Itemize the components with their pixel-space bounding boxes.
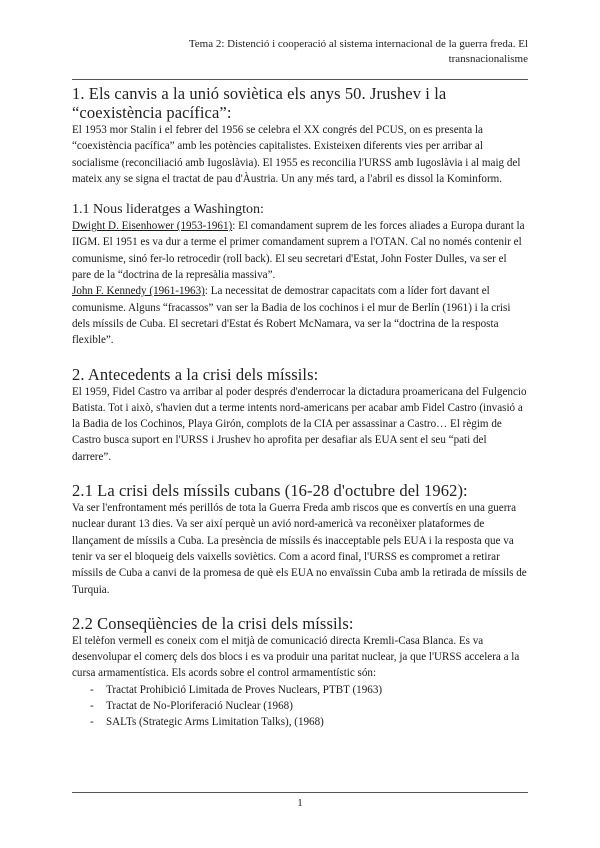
- section-1-body: El 1953 mor Stalin i el febrer del 1956 se celebra el XX congrés del PCUS, on es presenta la “coexistència pacífica” amb les potències capitalistes. Existeixen diferents vies per arribar al socialisme (reconciliació amb Iugoslàvia). El 1955 es reconcilia l'URSS amb Iugoslàvia i al maig del mateix any se signa el tractat de pau d'Àustria. Un any més tard, a l'abril es dissol la Kominform.: [72, 124, 521, 185]
- spacer: [72, 187, 528, 201]
- section-2-2-body: El telèfon vermell es coneix com el mitjà de comunicació directa Kremli-Casa Blanca. Es va desenvolupar el comerç dels dos blocs i es va produir una paritat nuclear, ja que l'URSS accelera a la cursa armamentística. Els acords sobre el control armamentístic són:: [72, 634, 520, 680]
- section-1-heading: 1. Els canvis a la unió soviètica els anys 50. Jrushev i la “coexistència pacífica”:: [72, 84, 447, 122]
- footer-divider: [72, 792, 528, 793]
- eisenhower-text: : El comandament suprem de les forces aliades a Europa durant la IIGM. El 1951 es va dur a terme el primer comandament suprem a l'OTAN. Cal no només contenir el comunisme, sinó fer-lo retrocedir (roll back). El seu secretari d'Estat, John Foster Dulles, va ser el pare de la “doctrina de la represàlia massiva”.: [72, 220, 525, 282]
- section-2-1-heading: 2.1 La crisi dels míssils cubans (16-28 d'octubre del 1962):: [72, 481, 468, 501]
- section-2-heading: 2. Antecedents a la crisi dels míssils:: [72, 364, 319, 384]
- header-divider: [72, 79, 528, 80]
- section-1-1-heading: 1.1 Nous lideratges a Washington:: [72, 202, 264, 218]
- list-item: - Tractat Prohibició Limitada de Proves Nuclears, PTBT (1963): [90, 682, 528, 698]
- dash-marker: -: [90, 683, 94, 696]
- kennedy-link: John F. Kennedy (1961-1963): [72, 285, 205, 298]
- eisenhower-paragraph: [72, 218, 528, 283]
- spacer: [72, 598, 528, 614]
- list-item: - Tractat de No-Ploriferació Nuclear (1968): [90, 698, 528, 714]
- arms-treaties-list: [72, 682, 528, 731]
- kennedy-text: : La necessitat de demostrar capacitats com a líder fort davant el comunisme. Alguns “fracassos” van ser la Badia de los cochinos i el mur de Berlín (1961) i la crisi dels míssils de Cuba. El secretari d'Estat és Robert McNamara, va ser la “doctrina de la resposta flexible”.: [72, 285, 511, 347]
- running-header: Tema 2: Distenció i cooperació al sistema internacional de la guerra freda. El transnacionalisme: [188, 38, 528, 65]
- list-item: - SALTs (Strategic Arms Limitation Talks), (1968): [90, 714, 528, 730]
- page-body: [72, 84, 528, 731]
- eisenhower-link: Dwight D. Eisenhower (1953-1961): [72, 220, 233, 233]
- spacer: [72, 465, 528, 481]
- dash-marker: -: [90, 716, 94, 729]
- dash-marker: -: [90, 700, 94, 713]
- spacer: [72, 349, 528, 365]
- kennedy-paragraph: [72, 283, 528, 348]
- page-number: 1: [297, 797, 303, 809]
- section-2-2-heading: 2.2 Conseqüències de la crisi dels míssils:: [72, 613, 354, 633]
- section-2-1-body: Va ser l'enfrontament més perillós de tota la Guerra Freda amb riscos que es convertís en una guerra nuclear durant 13 dies. Va ser així perquè un avió nord-americà va reconèixer plataformes de llançament de míssils a Cuba. La presència de míssils és inacceptable pels EUA i la resposta que va tenir va ser el bloqueig dels vaixells soviètics. Com a acord final, l'URSS es compromet a retirar míssils de Cuba a canvi de la promesa de què els EUA no envaïssin Cuba amb la retirada de míssils de Turquia.: [72, 502, 527, 596]
- section-2-body: El 1959, Fidel Castro va arribar al poder després d'enderrocar la dictadura proamericana del Fulgencio Batista. Tot i això, s'havien dut a terme intents nord-americans per acabar amb Fidel Castro (invasió a la Badia de los Cochinos, Playa Girón, complots de la CIA per assassinar a Castro… El règim de Castro busca suport en l'URSS i Jrushev ho aprofita per desafiar als EUA sent el seu “pati del darrere”.: [72, 385, 527, 463]
